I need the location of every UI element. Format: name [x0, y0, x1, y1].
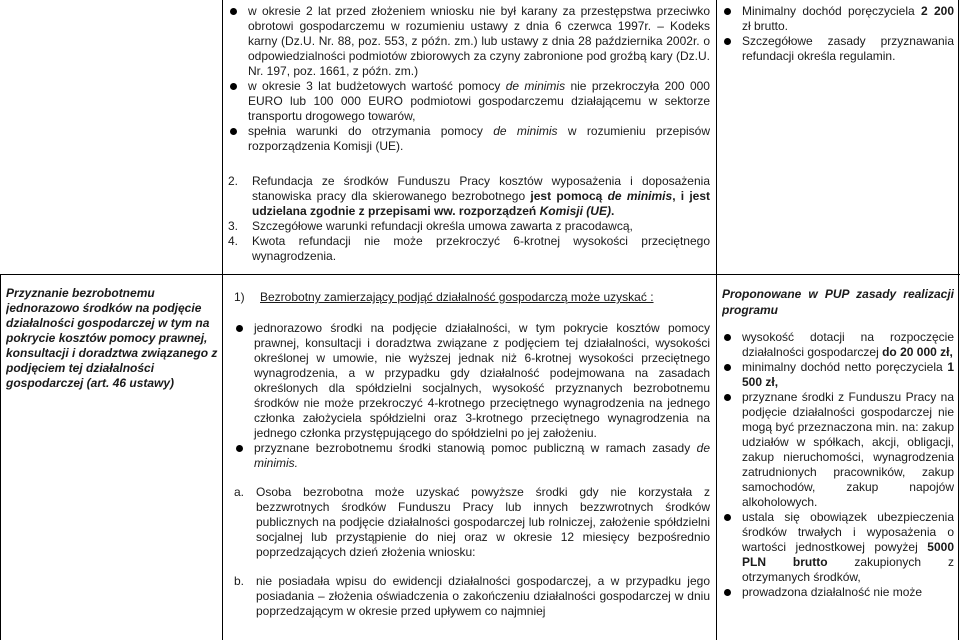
eligibility-conditions-rest: w rozumieniu przepisów rozporządzenia Komisji (UE). — [248, 124, 710, 153]
bullet-icon — [724, 8, 731, 15]
item-number: 4. — [228, 234, 239, 248]
numbered-item — [228, 174, 710, 219]
item-letter: a. — [234, 485, 245, 499]
refund-deminimis-bold-rest: , i jest udzielana zgodnie z przepisami ww. rozporządzeń — [252, 189, 710, 218]
refund-amount-text: Kwota refundacji nie może przekroczyć 6-krotnej wysokości przeciętnego wynagrodzenia. — [252, 234, 710, 263]
list-item — [234, 321, 710, 441]
excluded-uses-text: przyznane środki z Funduszu Pracy na podjęcie działalności gospodarczej nie mogą być przeznaczona min. na: zakup udziałów w spółkach, akcji, obligacji, zakup nieruchomości, wynagrodzenia zatrudnionych pracowników, zakup samochodów, zakup napojów alkoholowych. — [742, 390, 954, 509]
list-item — [228, 4, 710, 79]
list-item — [722, 585, 954, 600]
activity-restriction-text: prowadzona działalność nie może — [742, 585, 923, 599]
bottom-left-cell — [6, 286, 218, 636]
bullet-icon — [230, 83, 237, 90]
item-number: 3. — [228, 219, 239, 233]
proposed-rules-title: Proponowane w PUP zasady realizacji programu — [722, 287, 954, 317]
lump-sum-text: jednorazowo środki na podjęcie działalności, w tym pokrycie kosztów pomocy prawnej, konsultacji i doradztwa związane z podjęciem tej działalności, wysokości określonej w umowie, nie wyższej jednak niż 6-krotnej wysokości przeciętnego wynagrodzenia, a w przypadku gdy działalność podejmowana na zasadach określonych dla spółdzielni socjalnych, wysokość przyznanych bezrobotnemu środków nie może przekroczyć 4-krotnego przeciętnego wynagrodzenia na jednego członka założyciela spółdzielni oraz 3-krotnego przeciętnego wynagrodzenia na jednego członka przystępującego do spółdzielni po jej założeniu. — [254, 321, 710, 440]
commission-term: Komisji (UE) — [539, 204, 611, 218]
condition-b-text: nie posiadała wpisu do ewidencji działalności gospodarczej, a w przypadku jego posiadania – złożenia oświadczenia o zakończeniu działalności gospodarczej w dniu poprzedzającym w okresie przed upływem co najmniej — [256, 574, 710, 618]
deminimis-term: de minimis. — [254, 441, 710, 470]
guarantor-income-label: Minimalny dochód poręczyciela — [742, 4, 921, 18]
intro-text: Bezrobotny zamierzający podjąć działalność gospodarczą może uzyskać : — [260, 290, 654, 304]
grant-amount-label: wysokość dotacji na rozpoczęcie działalności gospodarczej — [742, 330, 954, 359]
list-item — [722, 360, 954, 390]
list-item — [722, 4, 954, 34]
refund-conditions-text: Szczegółowe warunki refundacji określa umowa zawarta z pracodawcą, — [252, 219, 633, 233]
row-divider — [0, 274, 960, 275]
list-item — [228, 124, 710, 154]
deminimis-term: de minimis — [493, 124, 558, 138]
top-right-cell — [722, 4, 954, 272]
bullet-icon — [230, 8, 237, 15]
grant-amount-value: do 20 000 zł, — [882, 345, 953, 359]
list-item — [228, 79, 710, 124]
refund-deminimis-text: Refundacja ze środków Funduszu Pracy kosztów wyposażenia i doposażenia stanowiska pracy dla skierowanego bezrobotnego — [252, 174, 710, 203]
bottom-right-cell — [722, 286, 954, 640]
bullet-icon — [724, 38, 731, 45]
insurance-threshold-value: 5000 PLN brutto — [742, 540, 954, 569]
intro-item — [234, 290, 710, 305]
list-item — [722, 390, 954, 510]
numbered-item — [228, 234, 710, 264]
guarantor-net-income-value: 1 500 zł, — [742, 360, 954, 389]
eligibility-deminimis-limit-rest: nie przekroczyła 200 000 EURO lub 100 000 EURO podmiotowi gospodarczemu działającemu w sektorze transportu drogowego towarów, — [248, 79, 710, 123]
top-middle-cell — [228, 4, 710, 272]
deminimis-term: de minimis — [607, 189, 673, 203]
list-item — [722, 34, 954, 64]
column-divider-edge — [958, 0, 959, 640]
list-item — [722, 330, 954, 360]
eligibility-conditions: spełnia warunki do otrzymania pomocy — [248, 124, 494, 138]
bullet-icon — [724, 589, 731, 596]
numbered-item — [228, 219, 710, 234]
eligibility-deminimis-limit: w okresie 3 lat budżetowych wartość pomocy — [248, 79, 506, 93]
eligibility-criminal-record: w okresie 2 lat przed złożeniem wniosku nie był karany za przestępstwa przeciwko obrotowi gospodarczemu w rozumieniu ustawy z dnia 6 czerwca 1997r. – Kodeks karny (Dz.U. Nr. 88, poz. 553, z późn. zm.) lub ustawy z dnia 28 października 2002r. o odpowiedzialności podmiotów zbiorowych za czyny zabronione pod groźbą kary (Dz.U. Nr. 197, poz. 1661, z późn. zm.) — [248, 4, 710, 78]
column-divider-right — [716, 0, 717, 640]
bullet-icon — [724, 334, 731, 341]
bottom-middle-cell — [234, 290, 710, 640]
insurance-obligation-text: ustala się obowiązek ubezpieczenia środków trwałych i wyposażenia o wartości jednostkowej powyżej — [742, 510, 954, 554]
refund-rules-text: Szczegółowe zasady przyznawania refundacji określa regulamin. — [742, 34, 954, 63]
bullet-icon — [724, 394, 731, 401]
item-number: 2. — [228, 174, 239, 188]
guarantor-income-value: 2 200 — [921, 4, 954, 18]
bullet-icon — [230, 128, 237, 135]
lettered-item — [234, 574, 710, 619]
guarantor-net-income-label: minimalny dochód netto poręczyciela — [742, 360, 948, 374]
item-number: 1) — [234, 290, 245, 304]
insurance-obligation-rest: zakupionych z otrzymanych środków, — [742, 555, 954, 584]
guarantor-income-unit: zł brutto. — [742, 19, 789, 33]
item-letter: b. — [234, 574, 245, 588]
condition-a-text: Osoba bezrobotna może uzyskać powyższe środki gdy nie korzystała z bezzwrotnych środków Funduszu Pracy lub innych bezzwrotnych środków publicznych na podjęcie działalności gospodarczej lub rolniczej, założenie spółdzielni socjalnej lub przystąpienie do niej oraz w okresie 12 miesięcy bezpośrednio poprzedzających dzień złożenia wniosku: — [256, 485, 710, 559]
refund-period: . — [610, 204, 615, 218]
bullet-icon — [724, 514, 731, 521]
column-divider-left — [222, 0, 223, 640]
list-item — [722, 510, 954, 585]
refund-deminimis-bold: jest pomocą — [530, 189, 608, 203]
table-left-border — [0, 274, 1, 640]
lettered-item — [234, 485, 710, 560]
bullet-icon — [236, 325, 243, 332]
bullet-icon — [236, 445, 243, 452]
public-aid-text: przyznane bezrobotnemu środki stanowią pomoc publiczną w ramach zasady — [254, 441, 697, 455]
bullet-icon — [724, 364, 731, 371]
list-item — [234, 441, 710, 471]
deminimis-term: de minimis — [505, 79, 566, 93]
program-title: Przyznanie bezrobotnemu jednorazowo środków na podjęcie działalności gospodarczej w tym na pokrycie kosztów pomocy prawnej, konsultacji i doradztwa związanego z podjęciem tej działalności gospodarczej (art. 46 ustawy) — [6, 286, 218, 390]
